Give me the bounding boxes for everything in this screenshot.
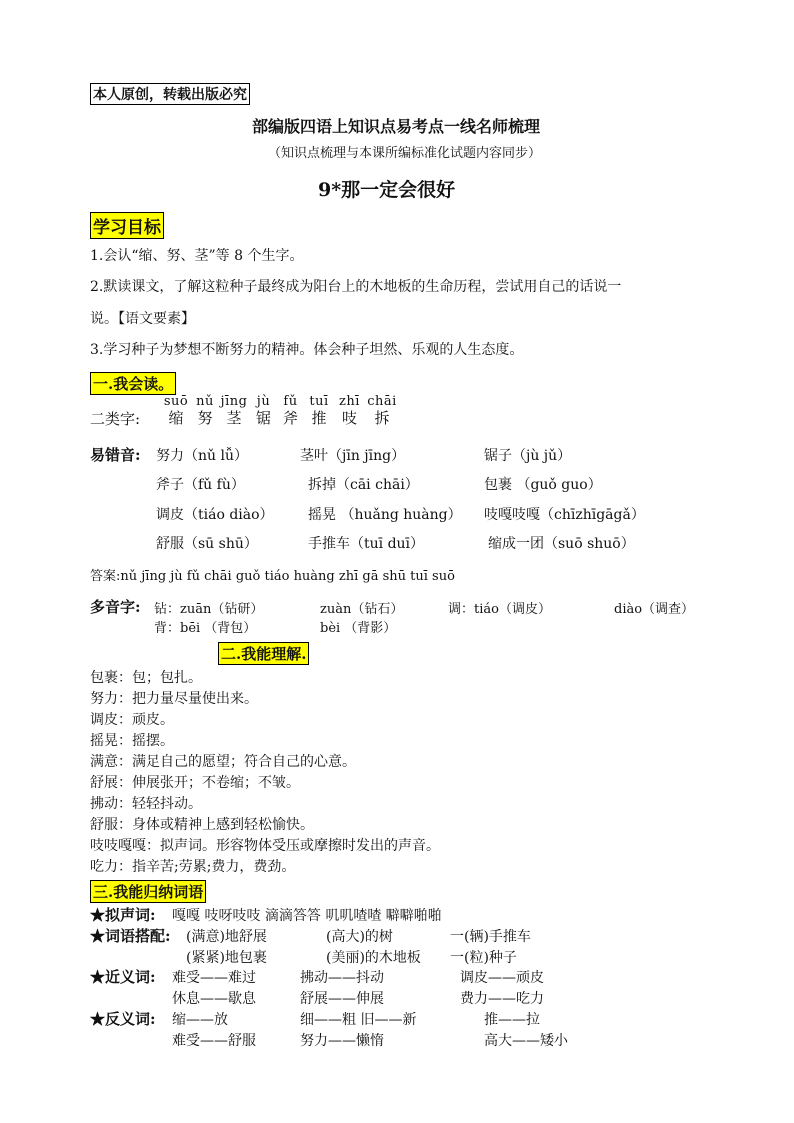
antonym-item: 推——拉 bbox=[484, 1012, 540, 1028]
synonym-item: 拂动——抖动 bbox=[300, 970, 384, 986]
character-row bbox=[160, 407, 399, 428]
antonym-item: 难受——舒服 bbox=[172, 1033, 256, 1049]
error-item: 包裹 （guǒ guo） bbox=[484, 477, 602, 493]
collocation-item: 一(粒)种子 bbox=[450, 950, 517, 966]
onomatopoeia-list: 嘎嘎 吱呀吱吱 滴滴答答 叽叽喳喳 噼噼啪啪 bbox=[172, 908, 442, 924]
error-label: 易错音: bbox=[90, 446, 141, 464]
second-type-label: 二类字: bbox=[90, 410, 141, 428]
polyphone-item: diào（调查） bbox=[614, 602, 695, 617]
error-item: 拆掉（cāi chāi） bbox=[308, 477, 419, 493]
synonym-item: 舒展——伸展 bbox=[300, 991, 384, 1007]
collocation-item: 一(辆)手推车 bbox=[450, 929, 531, 945]
character: 茎 bbox=[226, 409, 242, 427]
pinyin: jīng bbox=[220, 394, 248, 409]
polyphone-label: 多音字: bbox=[90, 598, 141, 616]
goal-item: 说。【语文要素】 bbox=[90, 311, 195, 327]
character: 推 bbox=[311, 409, 327, 427]
antonym-item: 努力——懒惰 bbox=[300, 1033, 384, 1049]
pinyin: nǔ bbox=[196, 394, 214, 409]
polyphone-item: bèi （背影） bbox=[320, 621, 397, 636]
synonym-item: 费力——吃力 bbox=[460, 991, 544, 1007]
definition-item: 摇晃：摇摆。 bbox=[90, 733, 174, 749]
pinyin: suō bbox=[163, 394, 189, 409]
goals-heading: 学习目标 bbox=[90, 212, 164, 239]
collocation-label: ★词语搭配: bbox=[90, 927, 171, 945]
error-item: 努力（nǔ lǚ） bbox=[156, 448, 248, 464]
character: 缩 bbox=[168, 409, 184, 427]
goal-item: 3.学习种子为梦想不断努力的精神。体会种子坦然、乐观的人生态度。 bbox=[90, 342, 524, 358]
error-item: 摇晃 （huǎng huàng） bbox=[308, 507, 462, 523]
error-item: 茎叶（jīn jīng） bbox=[300, 448, 406, 464]
synonym-item: 调皮——顽皮 bbox=[460, 970, 544, 986]
definition-item: 吱吱嘎嘎：拟声词。形容物体受压或摩擦时发出的声音。 bbox=[90, 838, 440, 854]
definition-item: 拂动：轻轻抖动。 bbox=[90, 796, 202, 812]
antonym-item: 缩——放 bbox=[172, 1012, 228, 1028]
character: 斧 bbox=[282, 409, 298, 427]
polyphone-item: 钻：zuān（钻研） bbox=[154, 602, 264, 617]
definition-item: 满意：满足自己的愿望；符合自己的心意。 bbox=[90, 754, 356, 770]
definition-item: 包裹：包；包扎。 bbox=[90, 670, 202, 686]
synonym-label: ★近义词: bbox=[90, 968, 156, 986]
character: 吱 bbox=[341, 409, 357, 427]
definition-item: 努力：把力量尽量使出来。 bbox=[90, 691, 258, 707]
error-item: 缩成一团（suō shuō） bbox=[488, 536, 635, 552]
synonym-item: 难受——难过 bbox=[172, 970, 256, 986]
lesson-title: 9*那一定会很好 bbox=[318, 179, 456, 201]
pinyin: zhī bbox=[339, 394, 360, 409]
polyphone-item: 背：bēi （背包） bbox=[154, 621, 257, 636]
section1-heading: 一.我会读。 bbox=[90, 372, 176, 395]
definition-item: 吃力：指辛苦;劳累;费力，费劲。 bbox=[90, 859, 296, 875]
polyphone-item: 调：tiáo（调皮） bbox=[448, 602, 551, 617]
onomatopoeia-label: ★拟声词: bbox=[90, 906, 156, 924]
definition-item: 调皮：顽皮。 bbox=[90, 712, 174, 728]
antonym-label: ★反义词: bbox=[90, 1010, 156, 1028]
document-title: 部编版四语上知识点易考点一线名师梳理 bbox=[252, 117, 541, 136]
pinyin: jù bbox=[256, 394, 271, 409]
polyphone-item: zuàn（钻石） bbox=[320, 602, 404, 617]
section2-heading: 二.我能理解. bbox=[218, 642, 309, 665]
error-item: 锯子（jù jǔ） bbox=[484, 448, 572, 464]
collocation-item: (满意)地舒展 bbox=[186, 929, 267, 945]
document-subtitle: （知识点梳理与本课所编标准化试题内容同步） bbox=[268, 146, 542, 161]
pinyin: fǔ bbox=[283, 394, 298, 409]
character: 拆 bbox=[374, 409, 390, 427]
definition-item: 舒展：伸展张开；不卷缩；不皱。 bbox=[90, 775, 300, 791]
error-item: 斧子（fǔ fù） bbox=[156, 477, 245, 493]
pinyin: chāi bbox=[367, 394, 397, 409]
character: 努 bbox=[197, 409, 213, 427]
error-item: 调皮（tiáo diào） bbox=[156, 507, 274, 523]
antonym-item: 高大——矮小 bbox=[484, 1033, 568, 1049]
section3-heading: 三.我能归纳词语 bbox=[90, 880, 206, 903]
definition-item: 舒服：身体或精神上感到轻松愉快。 bbox=[90, 817, 314, 833]
synonym-item: 休息——歇息 bbox=[172, 991, 256, 1007]
error-item: 吱嘎吱嘎（chīzhīgāgǎ） bbox=[484, 507, 645, 523]
error-item: 手推车（tuī duī） bbox=[308, 536, 425, 552]
pinyin: tuī bbox=[309, 394, 329, 409]
collocation-item: (紧紧)地包裹 bbox=[186, 950, 267, 966]
character: 锯 bbox=[255, 409, 271, 427]
goal-item: 2.默读课文，了解这粒种子最终成为阳台上的木地板的生命历程，尝试用自己的话说一 bbox=[90, 279, 622, 295]
copyright-note: 本人原创，转载出版必究 bbox=[90, 83, 250, 105]
answer-line: 答案:nǔ jīng jù fǔ chāi guǒ tiáo huàng zhī gā shū tuī suō bbox=[90, 569, 455, 584]
collocation-item: (高大)的树 bbox=[326, 929, 393, 945]
collocation-item: (美丽)的木地板 bbox=[326, 950, 421, 966]
goal-item: 1.会认“缩、努、茎”等 8 个生字。 bbox=[90, 248, 304, 264]
error-item: 舒服（sū shū） bbox=[156, 536, 258, 552]
antonym-item: 细——粗 旧——新 bbox=[300, 1012, 417, 1028]
